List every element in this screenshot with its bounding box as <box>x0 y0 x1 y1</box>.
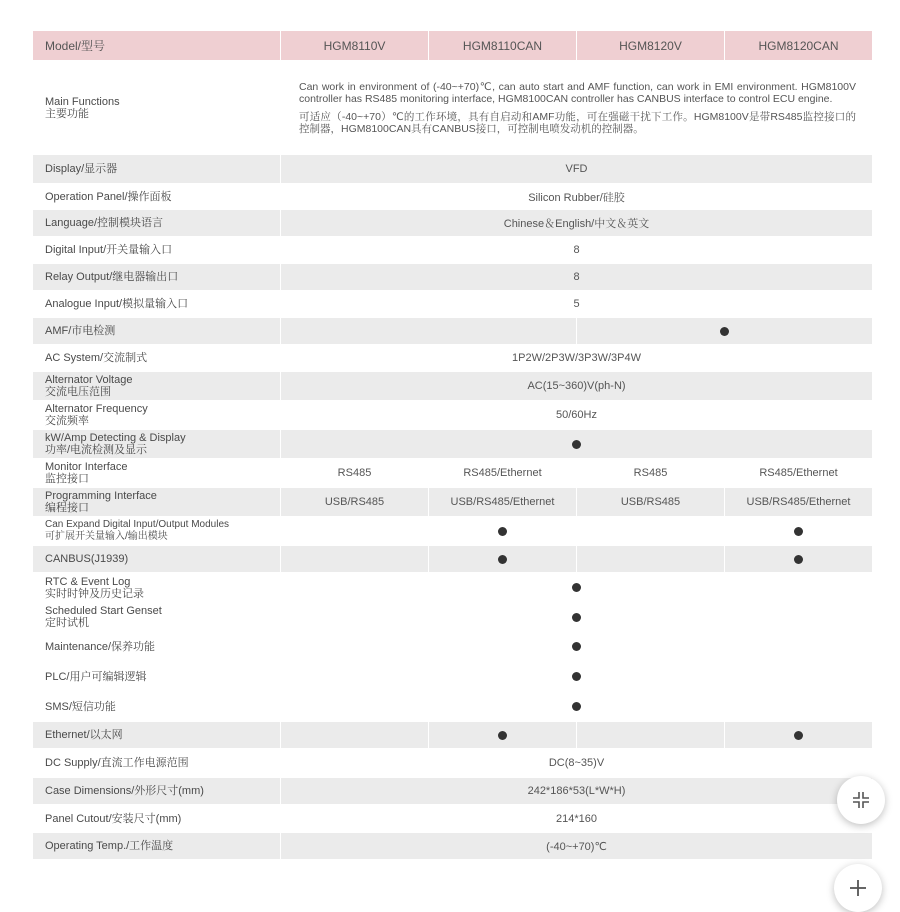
spec-row <box>33 459 873 488</box>
row-value: VFD <box>281 155 873 184</box>
spec-row <box>33 291 873 318</box>
supported-dot-icon <box>572 583 581 592</box>
row-label: Alternator Frequency 交流频率 <box>33 401 281 430</box>
row-label: Programming Interface 编程接口 <box>33 488 281 517</box>
row-label: Main Functions 主要功能 <box>33 61 281 155</box>
row-value: 5 <box>281 291 873 318</box>
row-label: DC Supply/直流工作电源范围 <box>33 749 281 778</box>
plus-icon <box>848 878 868 898</box>
row-value: 8 <box>281 264 873 291</box>
row-value: 50/60Hz <box>281 401 873 430</box>
row-label: Digital Input/开关量输入口 <box>33 237 281 264</box>
model-label: Model/型号 <box>33 31 281 61</box>
row-label: Ethernet/以太网 <box>33 722 281 749</box>
row-label: Case Dimensions/外形尺寸(mm) <box>33 778 281 805</box>
spec-row <box>33 749 873 778</box>
spec-row <box>33 372 873 401</box>
supported-dot-icon <box>572 672 581 681</box>
row-value: DC(8~35)V <box>281 749 873 778</box>
spec-row <box>33 778 873 805</box>
spec-row <box>33 692 873 722</box>
supported-dot-icon <box>572 613 581 622</box>
row-value: RS485 <box>281 459 429 488</box>
row-value: (-40~+70)℃ <box>281 833 873 860</box>
row-label: Relay Output/继电器输出口 <box>33 264 281 291</box>
row-value: RS485/Ethernet <box>429 459 577 488</box>
row-label: Analogue Input/模拟量输入口 <box>33 291 281 318</box>
supported-dot-icon <box>572 440 581 449</box>
model-name: HGM8120CAN <box>725 31 873 61</box>
spec-row <box>33 264 873 291</box>
supported-dot-icon <box>498 527 507 536</box>
row-label: Panel Cutout/安装尺寸(mm) <box>33 805 281 833</box>
spec-table <box>32 30 873 860</box>
spec-row <box>33 632 873 662</box>
spec-row <box>33 184 873 210</box>
row-label: Operating Temp./工作温度 <box>33 833 281 860</box>
collapse-button[interactable] <box>837 776 885 824</box>
row-label: Monitor Interface 监控接口 <box>33 459 281 488</box>
model-name: HGM8110CAN <box>429 31 577 61</box>
row-value: 214*160 <box>281 805 873 833</box>
supported-dot-icon <box>572 642 581 651</box>
row-value: USB/RS485 <box>577 488 725 517</box>
supported-dot-icon <box>794 731 803 740</box>
row-value: 8 <box>281 237 873 264</box>
spec-row <box>33 722 873 749</box>
spec-row <box>33 401 873 430</box>
row-label: Can Expand Digital Input/Output Modules 可扩展开关量输入/输出模块 <box>33 517 281 546</box>
row-value: 1P2W/2P3W/3P3W/3P4W <box>281 345 873 372</box>
row-label: AC System/交流制式 <box>33 345 281 372</box>
row-value: Chinese＆English/中文＆英文 <box>281 210 873 237</box>
supported-dot-icon <box>720 327 729 336</box>
spec-row <box>33 662 873 692</box>
supported-dot-icon <box>794 555 803 564</box>
main-functions-row <box>33 61 873 155</box>
spec-row <box>33 345 873 372</box>
spec-row <box>33 546 873 573</box>
supported-dot-icon <box>572 702 581 711</box>
supported-dot-icon <box>498 555 507 564</box>
row-label: PLC/用户可编辑逻辑 <box>33 662 281 692</box>
spec-row <box>33 430 873 459</box>
spec-row <box>33 318 873 345</box>
spec-row <box>33 603 873 632</box>
supported-dot-icon <box>794 527 803 536</box>
row-label: kW/Amp Detecting & Display 功率/电流检测及显示 <box>33 430 281 459</box>
row-value: USB/RS485 <box>281 488 429 517</box>
row-label: Display/显示器 <box>33 155 281 184</box>
collapse-arrows-icon <box>851 790 871 810</box>
spec-row <box>33 237 873 264</box>
row-value: USB/RS485/Ethernet <box>429 488 577 517</box>
row-value: Silicon Rubber/硅胶 <box>281 184 873 210</box>
spec-row <box>33 155 873 184</box>
row-label: AMF/市电检测 <box>33 318 281 345</box>
spec-row <box>33 210 873 237</box>
spec-row <box>33 573 873 603</box>
header-row <box>33 31 873 61</box>
row-label: SMS/短信功能 <box>33 692 281 722</box>
row-label: RTC & Event Log 实时时钟及历史记录 <box>33 573 281 603</box>
model-name: HGM8120V <box>577 31 725 61</box>
main-functions-text: Can work in environment of (-40~+70)℃, can auto start and AMF function, can work in EMI environment. HGM8100V controller has RS485 monitoring interface, HGM8100CAN controller has CANBUS interface to control ECU engine. 可适应（-40~+70）℃的工作环境，具有自启动和AMF功能，可在强磁干扰下工作。HGM8100V是带RS485监控接口的控制器，HGM8100CAN具有CANBUS接口，可控制电喷发动机的控制器。 <box>281 61 873 155</box>
row-value: 242*186*53(L*W*H) <box>281 778 873 805</box>
spec-row <box>33 517 873 546</box>
row-label: Operation Panel/操作面板 <box>33 184 281 210</box>
supported-dot-icon <box>498 731 507 740</box>
add-button[interactable] <box>834 864 882 912</box>
row-label: Alternator Voltage 交流电压范围 <box>33 372 281 401</box>
row-value: RS485/Ethernet <box>725 459 873 488</box>
spec-row <box>33 805 873 833</box>
row-value: USB/RS485/Ethernet <box>725 488 873 517</box>
row-value: RS485 <box>577 459 725 488</box>
row-value: AC(15~360)V(ph-N) <box>281 372 873 401</box>
row-label: CANBUS(J1939) <box>33 546 281 573</box>
model-name: HGM8110V <box>281 31 429 61</box>
row-label: Maintenance/保养功能 <box>33 632 281 662</box>
spec-row <box>33 833 873 860</box>
spec-row <box>33 488 873 517</box>
row-label: Scheduled Start Genset 定时试机 <box>33 603 281 632</box>
row-label: Language/控制模块语言 <box>33 210 281 237</box>
